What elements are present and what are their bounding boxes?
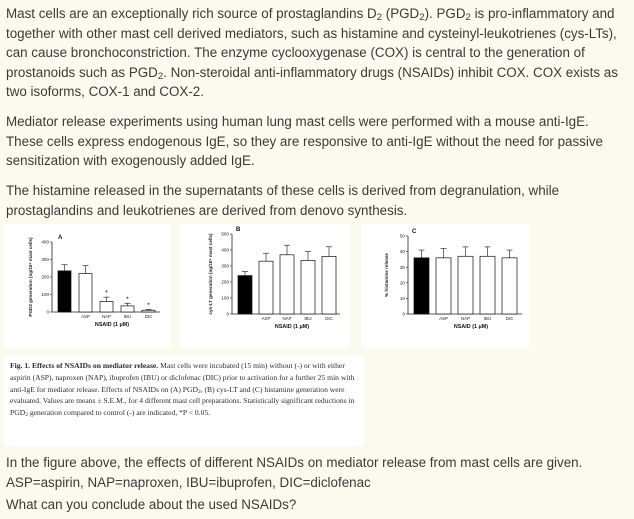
x-tick-label: ASP — [261, 316, 271, 321]
significance-mark: * — [147, 302, 150, 310]
bar — [414, 258, 429, 314]
y-tick-label: 10 — [399, 296, 405, 301]
chart-a — [4, 224, 171, 348]
figure-caption: Fig. 1. Effects of NSAIDs on mediator release. Mast cells were incubated (15 min) without (-) or with either aspirin (ASP), naproxen (NAP), ibuprofen (IBU) or diclofenac (DIC) prior to activation for a further 25 min with anti-IgE for mediator release. Effects of NSAIDs on (A) $PGD_2$, (B) cys-LT and (C) histamine generation were evaluated. Values are means ± S.E.M., for 4 different mast cell preparations. Statistically significant reductions in $PGD_2$ generation compared to control (-) are indicated, *P < 0.05. — [10, 361, 355, 419]
y-tick-label: 50 — [399, 233, 405, 239]
figure-panel-a — [4, 224, 171, 348]
caption-title: Effects of NSAIDs on mediator release. — [30, 361, 159, 370]
x-tick-label: NAP — [101, 314, 112, 319]
x-tick-label: ASP — [439, 316, 448, 321]
x-axis-label: NSAID (1 μM) — [274, 324, 310, 330]
bar — [480, 256, 495, 314]
x-tick-label: DIC — [325, 316, 333, 321]
bar — [142, 310, 155, 312]
significance-mark: * — [126, 296, 129, 304]
y-tick-label: 0 — [402, 311, 405, 317]
caption-label: Fig. 1. — [10, 361, 31, 370]
y-tick-label: 400 — [41, 239, 49, 245]
x-tick-label: IBU — [304, 316, 312, 321]
bar — [238, 276, 252, 314]
panel-letter: C — [412, 229, 417, 235]
y-tick-label: 0 — [226, 311, 229, 317]
y-tick-label: 400 — [221, 247, 229, 253]
x-tick-label: ASP — [81, 314, 90, 319]
figure-description-paragraph: In the figure above, the effects of different NSAIDs on mediator release from mast cells are given. ASP=aspirin, NAP=naproxen, IBU=ibuprofen, DIC=diclofenac — [6, 455, 583, 490]
panel-letter: A — [58, 235, 63, 241]
x-axis-label: NSAID (1 μM) — [94, 322, 130, 328]
chart-c — [362, 224, 529, 348]
x-tick-label: DIC — [144, 314, 153, 319]
chart-b — [180, 224, 350, 348]
figure-panel-b — [180, 224, 350, 348]
x-tick-label: NAP — [460, 316, 471, 321]
x-tick-label: IBU — [483, 316, 492, 321]
intro-paragraph: Mast cells are an exceptionally rich source of prostaglandins $D_2$ $(PGD_2)$. $PGD_2$ is pro-inflammatory and together with other mast cell derived mediators, such as histamine and cysteinyl-leukotrienes (cys-LTs), can cause bronchoconstriction. The enzyme cyclooxygenase (COX) is central to the generation of prostanoids such as $PGD_2$. Non-steroidal anti-inflammatory drugs (NSAIDs) inhibit COX. COX exists as two isoforms, COX-1 and COX-2. — [6, 6, 618, 100]
y-axis-label: % histamine release — [384, 253, 389, 297]
bar — [58, 271, 71, 312]
y-tick-label: 30 — [399, 264, 405, 270]
y-tick-label: 0 — [46, 309, 49, 315]
bar — [436, 258, 451, 314]
figure-panel-c — [362, 224, 529, 348]
y-tick-label: 40 — [399, 249, 405, 255]
significance-mark: * — [105, 290, 108, 298]
y-tick-label: 200 — [221, 279, 229, 285]
panel-letter: B — [236, 227, 241, 233]
y-axis-label: PGD2 generation (ng/10⁶ mast cells) — [28, 237, 33, 317]
y-tick-label: 300 — [221, 263, 229, 269]
x-tick-label: NAP — [282, 316, 292, 321]
bar — [100, 302, 113, 313]
y-tick-label: 200 — [41, 274, 49, 280]
x-tick-label: DIC — [505, 316, 514, 321]
bar — [301, 260, 315, 314]
bar — [322, 256, 336, 314]
bar — [502, 258, 517, 314]
histamine-paragraph: The histamine released in the supernatants of these cells is derived from degranulation, while prostaglandins and leukotrienes are derived from denovo synthesis. — [6, 183, 560, 218]
y-tick-label: 300 — [41, 257, 49, 263]
y-tick-label: 500 — [221, 231, 229, 237]
bar — [280, 255, 294, 314]
x-tick-label: IBU — [123, 314, 132, 319]
y-tick-label: 100 — [41, 292, 49, 298]
y-tick-label: 20 — [399, 280, 405, 286]
bar — [458, 256, 473, 314]
y-tick-label: 100 — [221, 295, 229, 301]
question-paragraph: What can you conclude about the used NSAIDs? — [6, 497, 297, 512]
bar — [259, 261, 273, 314]
x-axis-label: NSAID (1 μM) — [453, 324, 489, 330]
bar — [121, 306, 134, 312]
bar — [79, 274, 92, 313]
experiment-paragraph: Mediator release experiments using human lung mast cells were performed with a mouse anti-IgE. These cells express endogenous IgE, so they are responsive to anti-IgE without the need for passive sensitization with exogenously added IgE. — [6, 114, 603, 169]
y-axis-label: cys-LT generation (ng/10⁶ mast cells) — [208, 233, 213, 315]
